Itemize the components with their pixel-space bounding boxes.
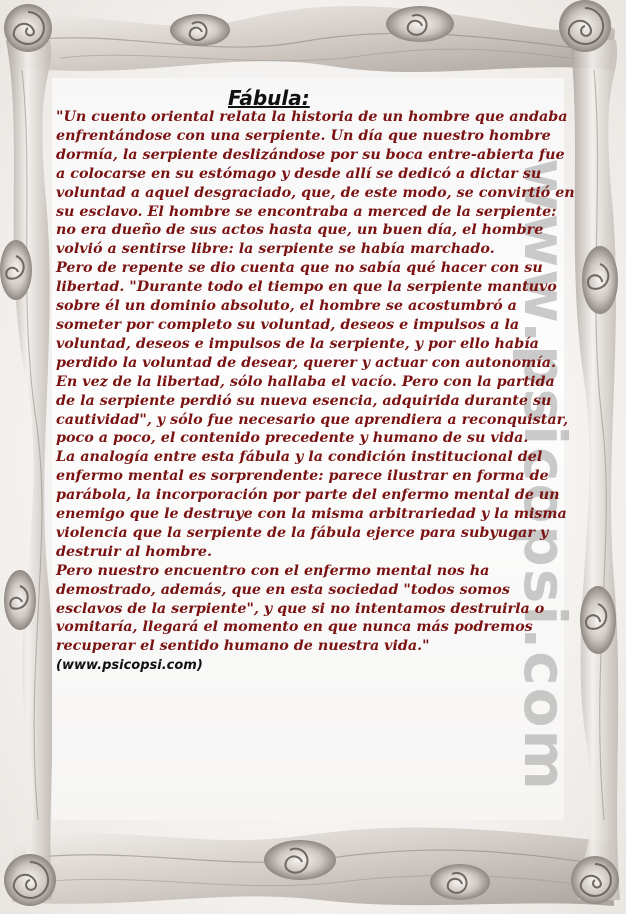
watermark-text: www.psicopsi.com [511,158,579,792]
paragraph-4: La analogía entre esta fábula y la condición institucional del enfermo mental es sorprendente: parece ilustrar en forma de parábola, la incorporación por parte del enfermo mental de un enemigo que le destruye con la misma arbitrariedad y la misma violencia que la serpiente de la fábula ejerce para subyugar y destruir al hombre. [56,449,567,560]
top-scroll-band [10,6,615,72]
page-title: Fábula: [228,86,310,110]
paragraph-2: Pero de repente se dio cuenta que no sabía qué hacer con su libertad. "Durante todo el tiempo en que la serpiente mantuvo sobre él un dominio absoluto, el hombre se acostumbró a someter por completo su voluntad, deseos e impulsos a la voluntad, deseos e impulsos de la serpiente, y por ello había perdido la voluntad de desear, querer y actuar con autonomía. [56,260,557,371]
paragraph-5: Pero nuestro encuentro con el enfermo mental nos ha demostrado, además, que en esta sociedad "todos somos esclavos de la serpiente", y que si no intentamos destruirla o vomitaría, llegará el momento en que nunca más podremos recuperar el sentido humano de nuestra vida." [56,562,545,655]
source-citation: (www.psicopsi.com) [56,658,203,674]
paragraph-3: En vez de la libertad, sólo hallaba el vacío. Pero con la partida de la serpiente perdió su nueva esencia, adquirida durante su cautividad", y sólo fue necesario que aprendiera a reconquistar, poco a poco, el contenido precedente y humano de su vida. [56,373,569,447]
document-body [56,86,576,675]
paragraph-1: "Un cuento oriental relata la historia de un hombre que andaba enfrentándose con una serpiente. Un día que nuestro hombre dormía, la serpiente deslizándose por su boca entre-abierta fue a colocarse en su estómago y desde allí se dedicó a dictar su voluntad a aquel desgraciado, que, de este modo, se convirtió en su esclavo. El hombre se encontraba a merced de la serpiente: no era dueño de sus actos hasta que, un buen día, el hombre volvió a sentirse libre: la serpiente se había marchado. [56,109,575,258]
left-scroll-band [6,40,53,900]
